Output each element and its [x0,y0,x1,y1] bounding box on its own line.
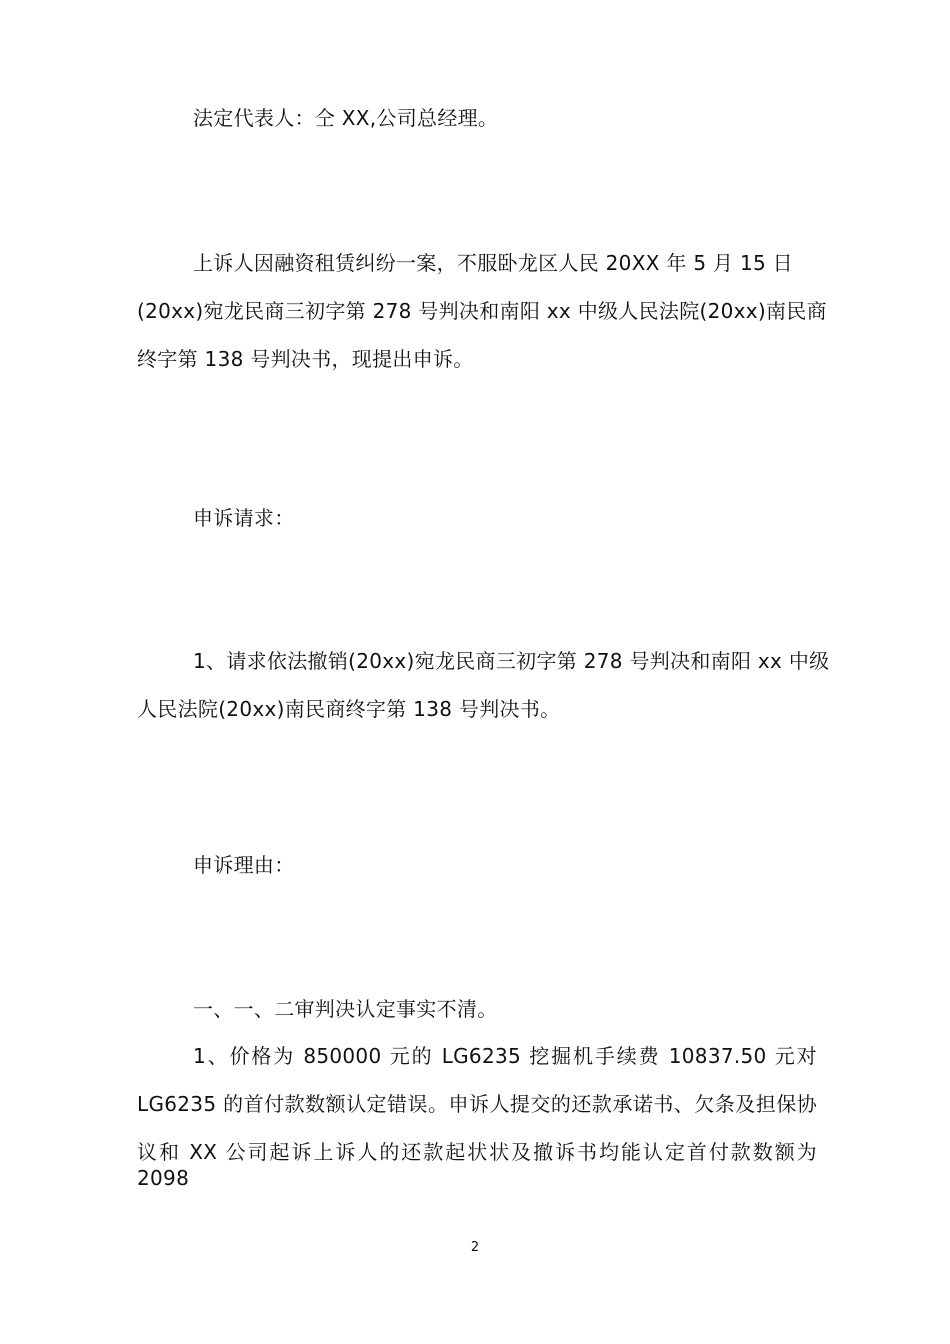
appeal-paragraph-line-1: 上诉人因融资租赁纠纷一案，不服卧龙区人民 20XX 年 5 月 15 日 [193,251,793,275]
reason-section-1-heading: 一、一、二审判决认定事实不清。 [193,997,498,1021]
reason-item-1-line-2: LG6235 的首付款数额认定错误。申诉人提交的还款承诺书、欠条及担保协 [137,1092,817,1116]
request-item-1-line-2: 人民法院(20xx)南民商终字第 138 号判决书。 [137,697,561,721]
request-item-1-line-1: 1、请求依法撤销(20xx)宛龙民商三初字第 278 号判决和南阳 xx 中级 [193,649,830,673]
page-number: 2 [470,1240,480,1255]
reason-item-1-line-3: 议和 XX 公司起诉上诉人的还款起状状及撤诉书均能认定首付款数额为 2098 [137,1140,817,1190]
appeal-paragraph-line-2: (20xx)宛龙民商三初字第 278 号判决和南阳 xx 中级人民法院(20xx)南民商 [137,299,827,323]
legal-representative-line: 法定代表人：仝 XX,公司总经理。 [193,106,499,130]
petition-request-heading: 申诉请求： [193,506,295,530]
reason-item-1-line-1: 1、价格为 850000 元的 LG6235 挖掘机手续费 10837.50 元对 [193,1044,817,1068]
petition-reason-heading: 申诉理由： [193,853,295,877]
appeal-paragraph-line-3: 终字第 138 号判决书，现提出申诉。 [137,347,474,371]
